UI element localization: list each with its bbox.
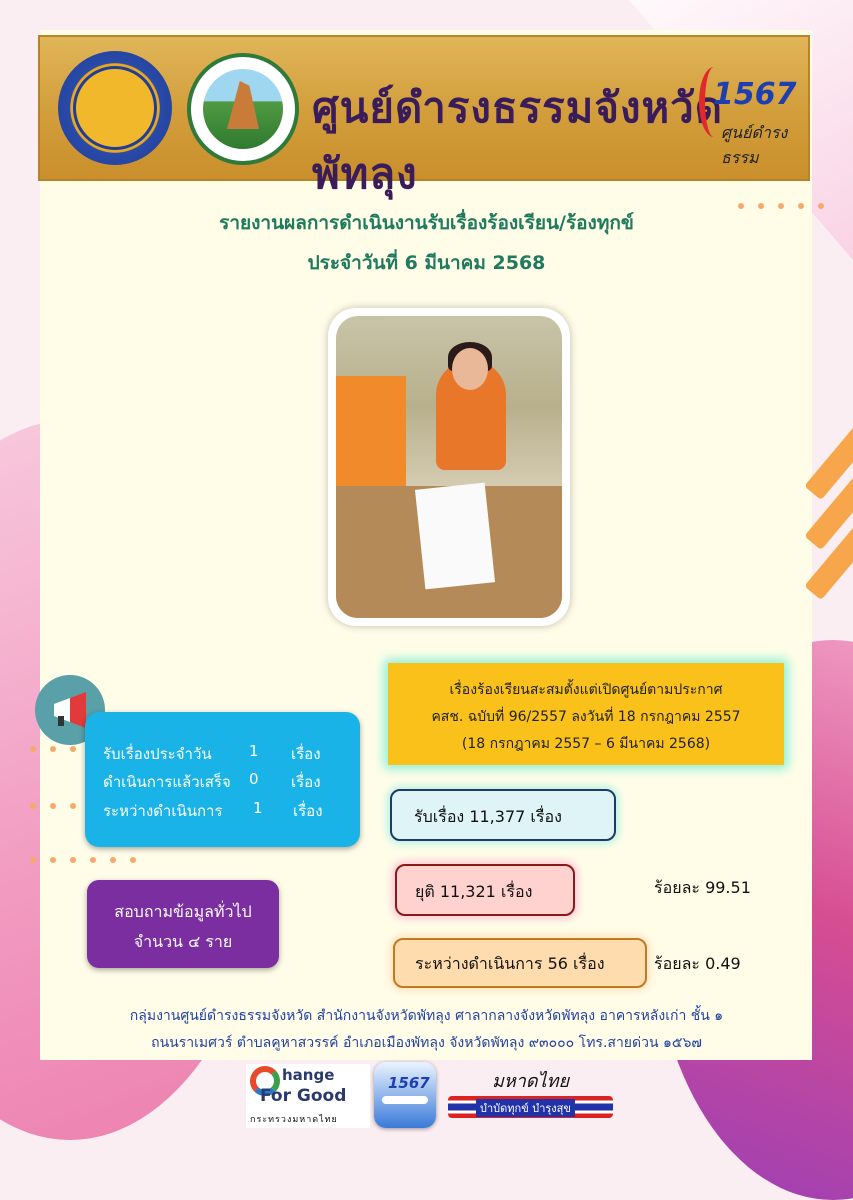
daily-label: รับเรื่องประจำวัน [103,745,212,763]
motto-ribbon-text: บำบัดทุกข์ บำรุงสุข [476,1099,575,1117]
app-logo-number: 1567 [388,1074,430,1092]
photo-frame [328,308,570,626]
in-progress-total: ระหว่างดำเนินการ 56 เรื่อง [415,954,605,973]
damrongdhama-app-logo [374,1062,436,1128]
inquiry-box [87,880,279,968]
received-total-box [390,789,616,841]
daily-value: 1 [253,799,263,817]
cfg-text-top: hange [282,1066,335,1084]
hotline-1567-logo [695,55,805,165]
daily-value: 1 [249,742,259,760]
inquiry-label: สอบถามข้อมูลทั่วไป [114,902,252,921]
header-banner [38,35,810,198]
report-title: รายงานผลการดำเนินงานรับเรื่องร้องเรียน/ร้องทุกข์ [219,212,634,234]
daily-value: 0 [249,770,259,788]
daily-label: ดำเนินการแล้วเสร็จ [103,773,231,791]
decor-stripes [783,380,853,580]
header-title: ศูนย์ดำรงธรรมจังหวัดพัทลุง [312,83,724,198]
daily-unit: เรื่อง [291,745,321,763]
accumulated-line2: คสช. ฉบับที่ 96/2557 ลงวันที่ 18 กรกฎาคม 2557 [431,709,741,725]
footer-address-line2: ถนนราเมศวร์ ตำบลคูหาสวรรค์ อำเภอเมืองพัทลุง จังหวัดพัทลุง ๙๓๐๐๐ โทร.สายด่วน ๑๕๖๗ [151,1035,702,1051]
cfg-text-bottom: For Good [260,1086,347,1106]
cfg-ministry: กระทรวงมหาดไทย [250,1115,338,1125]
resolved-percent: ร้อยละ 99.51 [654,878,751,897]
mahadthai-motto-logo [448,1064,613,1126]
received-total: รับเรื่อง 11,377 เรื่อง [414,807,562,826]
accumulated-line1: เรื่องร้องเรียนสะสมตั้งแต่เปิดศูนย์ตามประกาศ [449,682,723,698]
officer-photo [336,316,562,618]
in-progress-percent: ร้อยละ 0.49 [654,954,741,973]
accumulated-info-box [388,663,784,765]
decor-dots-left-3 [30,857,136,863]
change-for-good-logo [246,1064,370,1128]
phatthalung-seal-icon [187,53,299,165]
report-date: ประจำวันที่ 6 มีนาคม 2568 [307,252,546,274]
inquiry-count: จำนวน ๔ ราย [133,932,233,951]
daily-label: ระหว่างดำเนินการ [103,802,223,820]
footer-address-line1: กลุ่มงานศูนย์ดำรงธรรมจังหวัด สำนักงานจังหวัดพัทลุง ศาลากลางจังหวัดพัทลุง อาคารหลังเก่า ชั้น ๑ [129,1008,724,1024]
motto-script: มหาดไทย [492,1071,569,1092]
resolved-total-box [395,864,575,916]
province-seal-icon [58,51,172,165]
accumulated-range: (18 กรกฎาคม 2557 – 6 มีนาคม 2568) [461,736,711,752]
in-progress-total-box [393,938,647,988]
daily-unit: เรื่อง [293,802,323,820]
hotline-logo-script: ศูนย์ดำรงธรรม [721,123,788,167]
daily-unit: เรื่อง [291,773,321,791]
daily-summary-box [85,712,360,847]
hotline-logo-number: 1567 [713,77,797,112]
resolved-total: ยุติ 11,321 เรื่อง [415,882,533,901]
